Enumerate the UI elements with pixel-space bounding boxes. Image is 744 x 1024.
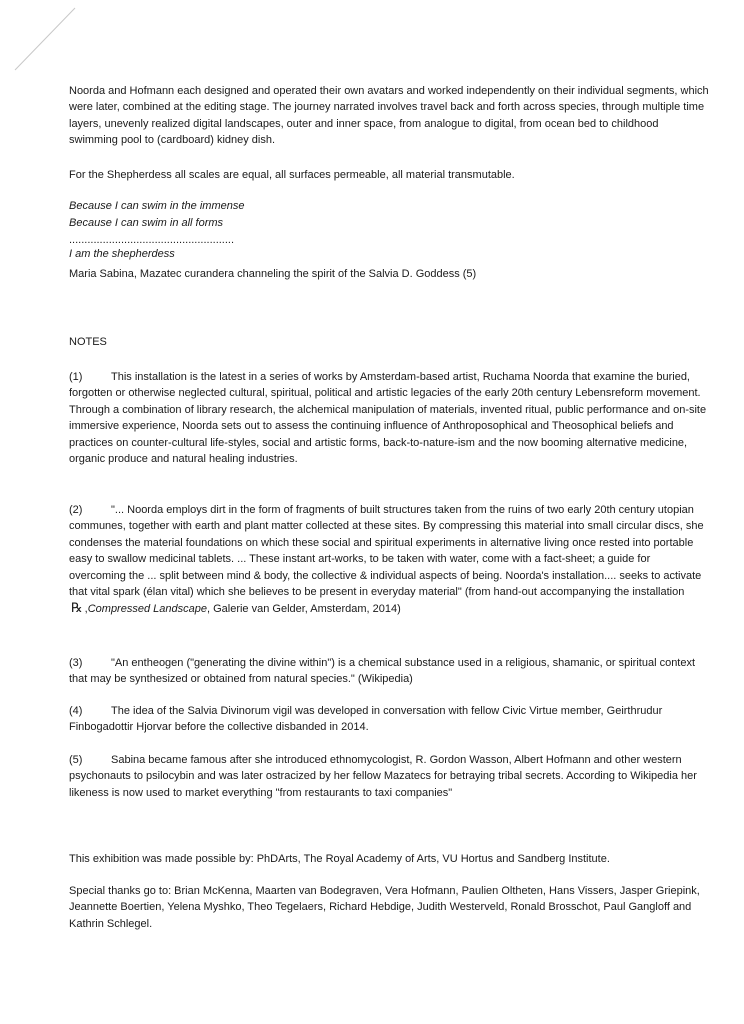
note-number: (3) (69, 657, 83, 669)
note-text: "... Noorda employs dirt in the form of fragments of built structures taken from the ruins of two early 20th century utopian communes, together with earth and plant matter collected at these sites. By compressing this material into small circular discs, she condenses the material foundations on which these social and spiritual experiments in alternative living once rested into portable easy to swallow medicinal tablets. ... These instant art-works, to be taken with water, come with a fact-sheet; a guide for overcoming the ... split between mind & body, the collective & individual aspects of being. Noorda's installation.... seeks to activate that vital spark (élan vital) which she believes to be present in everyday material" (from hand-out accompanying the installation ℞ ,Compressed Landscape, Galerie van Gelder, Amsterdam, 2014) (69, 504, 704, 616)
note-2 (69, 502, 709, 618)
support-credits: This exhibition was made possible by: PhDArts, The Royal Academy of Arts, VU Hortus and Sandberg Institute. (69, 853, 610, 865)
note-number: (1) (69, 371, 83, 383)
notes-heading: NOTES (69, 336, 107, 348)
prescription-symbol: ℞ (71, 600, 83, 616)
poem-line-2: Because I can swim in all forms (69, 217, 224, 229)
page-fold-mark (0, 0, 80, 80)
shepherdess-paragraph: For the Shepherdess all scales are equal, all surfaces permeable, all material transmutable. (69, 169, 515, 181)
note-number: (2) (69, 504, 83, 516)
poem-line-3: I am the shepherdess (69, 248, 175, 260)
poem-line-1: Because I can swim in the immense (69, 200, 245, 212)
poem-dots: ...................................................... (69, 234, 235, 246)
note-text: The idea of the Salvia Divinorum vigil was developed in conversation with fellow Civic Virtue member, Geirthrudur Finbogadottir Hjorvar before the collective disbanded in 2014. (69, 705, 663, 734)
poem-attribution: Maria Sabina, Mazatec curandera channeling the spirit of the Salvia D. Goddess (5) (69, 268, 477, 280)
note-number: (4) (69, 705, 83, 717)
note-text: This installation is the latest in a series of works by Amsterdam-based artist, Ruchama Noorda that examine the buried, forgotten or otherwise neglected cultural, spiritual, political and artistic legacies of the early 20th century Lebensreform movement. Through a combination of library research, the alchemical manipulation of materials, invented ritual, public performance and on-site immersive experience, Noorda sets out to assess the continuing influence of Anthroposophical and Theosophical beliefs and practices on counter-cultural life-styles, social and artistic forms, back-to-nature-ism and the now booming alternative medicine, organic produce and natural healing industries. (69, 371, 707, 466)
thanks-credits: Special thanks go to: Brian McKenna, Maarten van Bodegraven, Vera Hofmann, Paulien Oltheten, Hans Vissers, Jasper Griepink, Jeannette Boertien, Yelena Myshko, Theo Tegelaers, Richard Hebdige, Judith Westerveld, Ronald Brosschot, Paul Gangloff and Kathrin Schlegel. (69, 885, 700, 930)
note-text: "An entheogen ("generating the divine within") is a chemical substance used in a religious, shamanic, or spiritual context that may be synthesized or obtained from natural species." (Wikipedia) (69, 657, 696, 686)
note-1 (69, 369, 709, 467)
note-text-body: "... Noorda employs dirt in the form of fragments of built structures taken from the ruins of two early 20th century utopian communes, together with earth and plant matter collected at these sites. By compressing this material into small circular discs, she condenses the material foundations on which these social and spiritual experiments in alternative living once rested into portable easy to swallow medicinal tablets. ... These instant art-works, to be taken with water, come with a fact-sheet; a guide for overcoming the ... split between mind & body, the collective & individual aspects of being. Noorda's installation.... seeks to activate that vital spark (élan vital) which she believes to be present in everyday material" (from hand-out accompanying the installation (69, 504, 704, 599)
intro-paragraph: Noorda and Hofmann each designed and operated their own avatars and worked independently on their individual segments, which were later, combined at the editing stage. The journey narrated involves travel back and forth across species, through multiple time layers, unevenly realized digital landscapes, outer and inner space, from analogue to digital, from ocean bed to childhood swimming pool to (cardboard) kidney dish. (69, 85, 709, 147)
note-number: (5) (69, 754, 83, 766)
note-5 (69, 752, 709, 801)
note-text: Sabina became famous after she introduced ethnomycologist, R. Gordon Wasson, Albert Hofmann and other western psychonauts to psilocybin and was later ostracized by her fellow Mazatecs for betraying tribal secrets. According to Wikipedia her likeness is now used to market everything "from restaurants to taxi companies" (69, 754, 697, 799)
note-3 (69, 655, 709, 688)
note-4 (69, 703, 709, 736)
artwork-title: Compressed Landscape (87, 603, 207, 616)
note-text-tail: , Galerie van Gelder, Amsterdam, 2014) (206, 603, 401, 616)
